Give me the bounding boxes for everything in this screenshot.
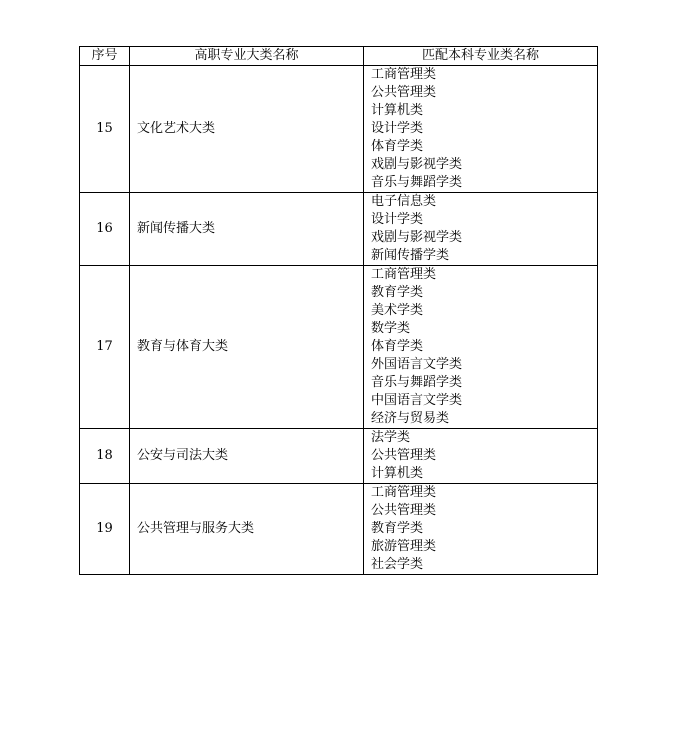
undergrad-category-item: 法学类 bbox=[371, 430, 411, 445]
undergrad-category-item: 新闻传播学类 bbox=[371, 248, 450, 263]
undergrad-category-item: 旅游管理类 bbox=[371, 539, 437, 554]
vocational-category-name: 文化艺术大类 bbox=[130, 66, 364, 193]
undergrad-category-item: 公共管理类 bbox=[371, 85, 437, 100]
undergrad-category-item: 外国语言文学类 bbox=[371, 357, 463, 372]
vocational-category-name: 新闻传播大类 bbox=[130, 193, 364, 266]
vocational-category-name: 教育与体育大类 bbox=[130, 266, 364, 429]
row-index: 19 bbox=[80, 484, 130, 575]
table-row bbox=[80, 484, 598, 575]
header-vocational-category: 高职专业大类名称 bbox=[130, 47, 364, 66]
table-body bbox=[80, 66, 598, 575]
row-index: 16 bbox=[80, 193, 130, 266]
row-index: 18 bbox=[80, 429, 130, 484]
undergrad-category-item: 设计学类 bbox=[371, 212, 424, 227]
table-header bbox=[80, 47, 598, 66]
undergrad-category-item: 公共管理类 bbox=[371, 503, 437, 518]
undergrad-category-item: 戏剧与影视学类 bbox=[371, 157, 463, 172]
major-matching-table-container bbox=[79, 46, 598, 575]
vocational-category-name: 公安与司法大类 bbox=[130, 429, 364, 484]
table-row bbox=[80, 266, 598, 429]
header-index: 序号 bbox=[80, 47, 130, 66]
undergrad-category-list bbox=[364, 193, 598, 266]
undergrad-category-item: 工商管理类 bbox=[371, 67, 437, 82]
undergrad-category-item: 教育学类 bbox=[371, 285, 424, 300]
table-row bbox=[80, 429, 598, 484]
table-row bbox=[80, 193, 598, 266]
undergrad-category-item: 社会学类 bbox=[371, 557, 424, 572]
header-row bbox=[80, 47, 598, 66]
undergrad-category-item: 音乐与舞蹈学类 bbox=[371, 375, 463, 390]
undergrad-category-item: 美术学类 bbox=[371, 303, 424, 318]
undergrad-category-item: 中国语言文学类 bbox=[371, 393, 463, 408]
undergrad-category-item: 体育学类 bbox=[371, 139, 424, 154]
undergrad-category-item: 数学类 bbox=[371, 321, 411, 336]
undergrad-category-item: 工商管理类 bbox=[371, 485, 437, 500]
undergrad-category-list bbox=[364, 266, 598, 429]
row-index: 15 bbox=[80, 66, 130, 193]
undergrad-category-item: 戏剧与影视学类 bbox=[371, 230, 463, 245]
undergrad-category-item: 设计学类 bbox=[371, 121, 424, 136]
undergrad-category-item: 经济与贸易类 bbox=[371, 411, 450, 426]
undergrad-category-list bbox=[364, 484, 598, 575]
undergrad-category-item: 公共管理类 bbox=[371, 448, 437, 463]
major-matching-table bbox=[79, 46, 598, 575]
vocational-category-name: 公共管理与服务大类 bbox=[130, 484, 364, 575]
table-row bbox=[80, 66, 598, 193]
undergrad-category-list bbox=[364, 429, 598, 484]
undergrad-category-item: 教育学类 bbox=[371, 521, 424, 536]
undergrad-category-item: 电子信息类 bbox=[371, 194, 437, 209]
undergrad-category-item: 计算机类 bbox=[371, 466, 424, 481]
undergrad-category-item: 体育学类 bbox=[371, 339, 424, 354]
header-undergrad-category: 匹配本科专业类名称 bbox=[364, 47, 598, 66]
undergrad-category-item: 工商管理类 bbox=[371, 267, 437, 282]
undergrad-category-item: 计算机类 bbox=[371, 103, 424, 118]
undergrad-category-list bbox=[364, 66, 598, 193]
undergrad-category-item: 音乐与舞蹈学类 bbox=[371, 175, 463, 190]
row-index: 17 bbox=[80, 266, 130, 429]
